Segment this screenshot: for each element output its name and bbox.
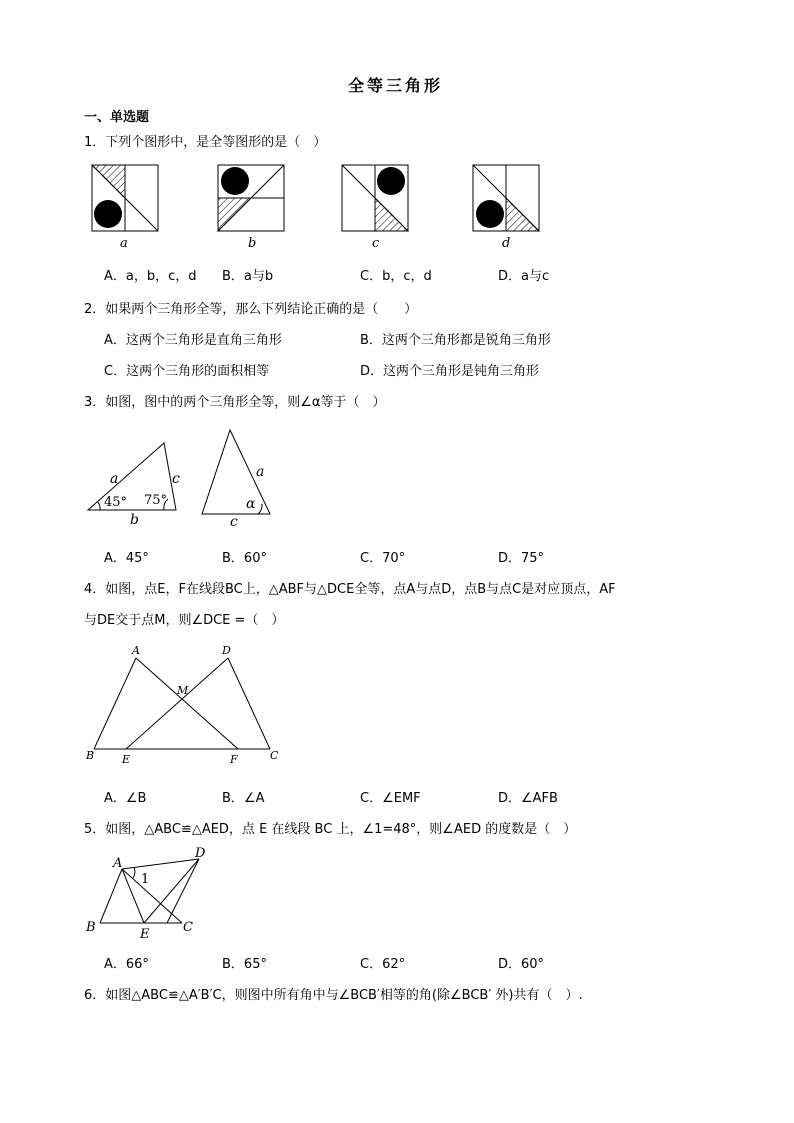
q3-option-c[interactable]: C．70° bbox=[360, 551, 406, 566]
q2-option-c[interactable]: C．这两个三角形的面积相等 bbox=[104, 364, 270, 379]
q5-label-B: B bbox=[86, 920, 96, 935]
q3-option-d[interactable]: D．75° bbox=[498, 551, 545, 566]
q3-label-alpha: α bbox=[246, 496, 256, 512]
q4-option-a[interactable]: A．∠B bbox=[104, 791, 147, 806]
q3-option-b[interactable]: B．60° bbox=[222, 551, 267, 566]
q4-label-F: F bbox=[230, 753, 238, 766]
q4-label-M: M bbox=[177, 684, 189, 697]
q1-figure-b bbox=[218, 165, 288, 235]
q3-figure bbox=[84, 425, 284, 530]
question-6-stem: 6．如图△ABC≌△A′B′C，则图中所有角中与∠BCB′相等的角(除∠BCB′ 外)共有（ ）. bbox=[84, 988, 583, 1003]
q1-label-a: a bbox=[120, 236, 128, 251]
q4-label-E: E bbox=[122, 753, 131, 766]
question-4-stem-line2: 与DE交于点M，则∠DCE =（ ） bbox=[84, 613, 285, 628]
q5-label-A: A bbox=[113, 856, 123, 871]
page-title: 全等三角形 bbox=[348, 76, 444, 95]
q1-label-b: b bbox=[248, 236, 257, 251]
q5-option-b[interactable]: B．65° bbox=[222, 957, 267, 972]
section-heading: 一、单选题 bbox=[84, 110, 150, 125]
q3-option-a[interactable]: A．45° bbox=[104, 551, 149, 566]
question-2-stem: 2．如果两个三角形全等，那么下列结论正确的是（ ） bbox=[84, 302, 418, 317]
q5-option-d[interactable]: D．60° bbox=[498, 957, 545, 972]
question-1-stem: 1．下列个图形中，是全等图形的是（ ） bbox=[84, 135, 327, 150]
q2-option-a[interactable]: A．这两个三角形是直角三角形 bbox=[104, 333, 282, 348]
q4-option-c[interactable]: C．∠EMF bbox=[360, 791, 421, 806]
q3-label-c2: c bbox=[230, 514, 238, 530]
q3-label-c1: c bbox=[172, 471, 180, 487]
q4-figure bbox=[84, 642, 284, 770]
q3-angle-75: 75° bbox=[144, 493, 168, 508]
q5-option-c[interactable]: C．62° bbox=[360, 957, 406, 972]
q4-label-B: B bbox=[86, 749, 95, 762]
q1-option-b[interactable]: B．a与b bbox=[222, 269, 274, 284]
question-5-stem: 5．如图，△ABC≌△AED，点 E 在线段 BC 上，∠1=48°，则∠AED 的度数是（ ） bbox=[84, 822, 577, 837]
q4-option-d[interactable]: D．∠AFB bbox=[498, 791, 558, 806]
q3-label-b1: b bbox=[130, 512, 139, 528]
q5-label-C: C bbox=[183, 920, 193, 935]
q5-label-E: E bbox=[140, 927, 150, 942]
q2-option-b[interactable]: B．这两个三角形都是锐角三角形 bbox=[360, 333, 551, 348]
q4-option-b[interactable]: B．∠A bbox=[222, 791, 265, 806]
q1-figure-c bbox=[342, 165, 412, 235]
q1-option-d[interactable]: D．a与c bbox=[498, 269, 550, 284]
q1-option-a[interactable]: A．a，b，c，d bbox=[104, 269, 197, 284]
q4-label-A: A bbox=[132, 644, 140, 657]
question-3-stem: 3．如图，图中的两个三角形全等，则∠α等于（ ） bbox=[84, 395, 386, 410]
q1-figure-a bbox=[92, 165, 162, 235]
q3-label-a2: a bbox=[256, 464, 265, 480]
q1-option-c[interactable]: C．b，c，d bbox=[360, 269, 432, 284]
q5-label-D: D bbox=[195, 846, 206, 861]
q5-figure bbox=[84, 845, 224, 940]
q1-figure-d bbox=[473, 165, 543, 235]
q5-label-1: 1 bbox=[141, 872, 150, 887]
q4-label-C: C bbox=[270, 749, 279, 762]
q3-label-a1: a bbox=[110, 471, 119, 487]
question-4-stem-line1: 4．如图，点E，F在线段BC上，△ABF与△DCE全等，点A与点D，点B与点C是对应顶点，AF bbox=[84, 582, 616, 597]
q3-angle-45: 45° bbox=[104, 495, 128, 510]
q1-label-d: d bbox=[502, 236, 511, 251]
q2-option-d[interactable]: D．这两个三角形是钝角三角形 bbox=[360, 364, 540, 379]
q1-label-c: c bbox=[372, 236, 380, 251]
q5-option-a[interactable]: A．66° bbox=[104, 957, 149, 972]
q4-label-D: D bbox=[222, 644, 231, 657]
